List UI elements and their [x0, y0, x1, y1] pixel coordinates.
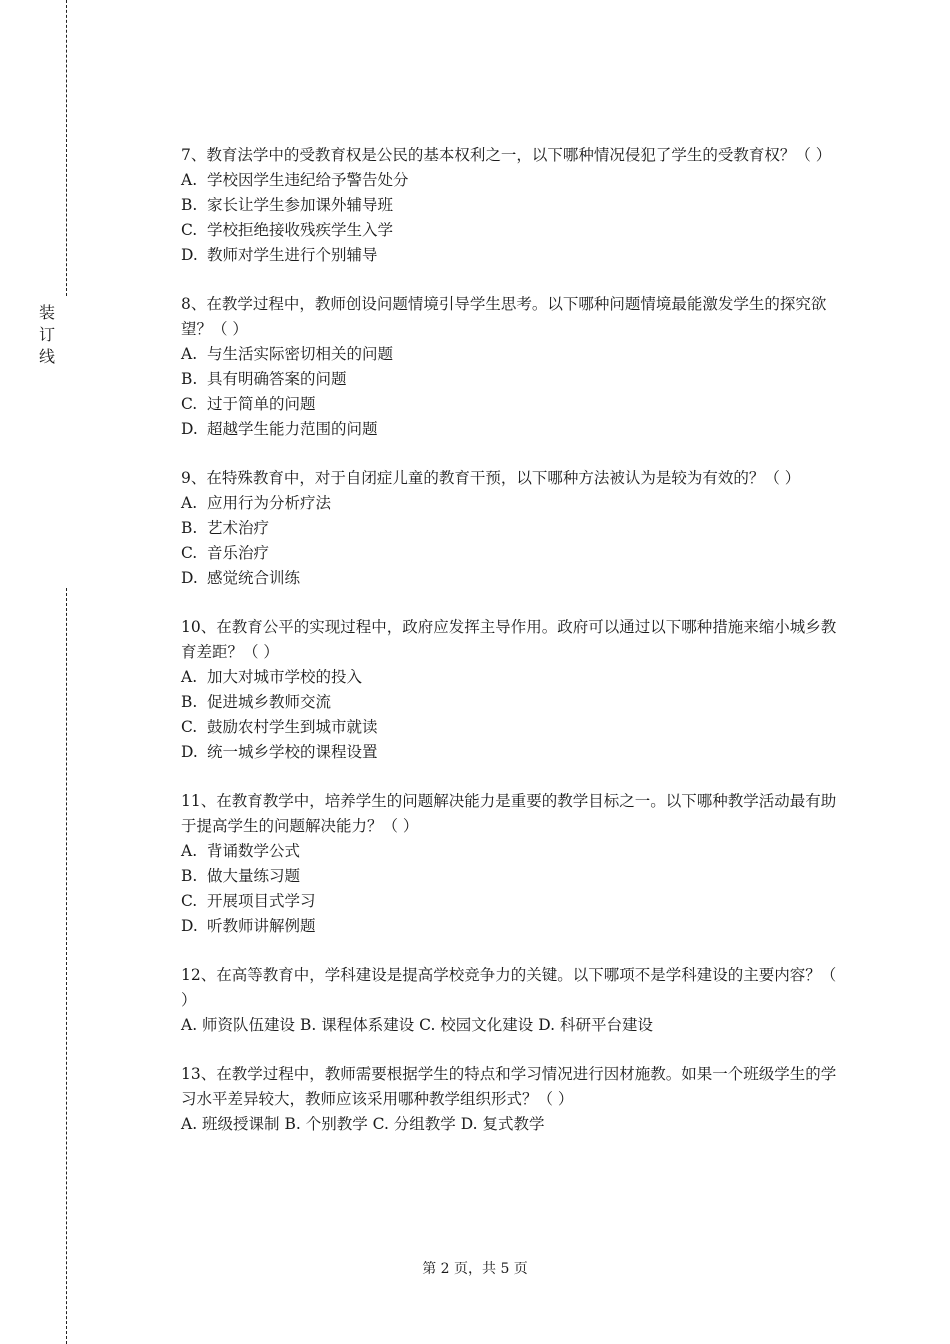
option-letter: D. — [181, 917, 198, 935]
option-text: 加大对城市学校的投入 — [207, 668, 363, 686]
question-stem: 9、在特殊教育中，对于自闭症儿童的教育干预，以下哪种方法被认为是较为有效的？（ ） — [181, 469, 801, 487]
question-8 — [181, 292, 841, 442]
question-stem: 13、在教学过程中，教师需要根据学生的特点和学习情况进行因材施教。如果一个班级学生的学习水平差异较大，教师应该采用哪种教学组织形式？（ ） — [181, 1065, 837, 1108]
option-text: 应用行为分析疗法 — [207, 494, 332, 512]
question-7 — [181, 143, 841, 268]
option-letter: B. — [181, 693, 198, 711]
question-9 — [181, 466, 841, 591]
option-c — [181, 218, 841, 243]
option-letter: B. — [181, 196, 198, 214]
option-text: 音乐治疗 — [207, 544, 270, 562]
page-number-footer: 第 2 页，共 5 页 — [422, 1261, 528, 1277]
binding-char: 订 — [38, 325, 55, 344]
option-text: 背诵数学公式 — [207, 842, 301, 860]
question-11 — [181, 789, 841, 939]
option-a — [181, 342, 841, 367]
question-10 — [181, 615, 841, 765]
option-letter: A. — [181, 171, 198, 189]
option-text: 听教师讲解例题 — [207, 917, 316, 935]
option-text: 促进城乡教师交流 — [207, 693, 332, 711]
option-c — [181, 541, 841, 566]
option-d — [181, 914, 841, 939]
option-c — [181, 392, 841, 417]
question-stem: 11、在教育教学中，培养学生的问题解决能力是重要的教学目标之一。以下哪种教学活动最有助于提高学生的问题解决能力？（ ） — [181, 792, 837, 835]
option-text: 教师对学生进行个别辅导 — [207, 246, 378, 264]
option-letter: A. — [181, 668, 198, 686]
option-a — [181, 839, 841, 864]
option-letter: A. — [181, 345, 198, 363]
option-letter: B. — [181, 370, 198, 388]
option-letter: C. — [181, 221, 198, 239]
option-c — [181, 715, 841, 740]
question-12 — [181, 963, 841, 1038]
option-text: 开展项目式学习 — [207, 892, 316, 910]
question-list — [181, 143, 841, 1161]
option-text: 学校拒绝接收残疾学生入学 — [207, 221, 394, 239]
option-letter: D. — [181, 246, 198, 264]
question-stem: 12、在高等教育中，学科建设是提高学校竞争力的关键。以下哪项不是学科建设的主要内容？（ ） — [181, 966, 837, 1009]
option-letter: C. — [181, 544, 198, 562]
option-c — [181, 889, 841, 914]
binding-dashed-line-top — [66, 0, 67, 296]
binding-char: 线 — [38, 347, 55, 366]
question-stem: 7、教育法学中的受教育权是公民的基本权利之一，以下哪种情况侵犯了学生的受教育权？（ ） — [181, 146, 832, 164]
option-text: 具有明确答案的问题 — [207, 370, 347, 388]
inline-options: A. 师资队伍建设 B. 课程体系建设 C. 校园文化建设 D. 科研平台建设 — [181, 1016, 653, 1034]
option-b — [181, 516, 841, 541]
option-a — [181, 665, 841, 690]
option-letter: C. — [181, 718, 198, 736]
option-a — [181, 168, 841, 193]
binding-label — [37, 302, 57, 368]
option-letter: D. — [181, 743, 198, 761]
option-letter: A. — [181, 842, 198, 860]
option-b — [181, 690, 841, 715]
option-text: 统一城乡学校的课程设置 — [207, 743, 378, 761]
option-letter: B. — [181, 867, 198, 885]
option-text: 超越学生能力范围的问题 — [207, 420, 378, 438]
option-d — [181, 740, 841, 765]
option-text: 鼓励农村学生到城市就读 — [207, 718, 378, 736]
option-letter: D. — [181, 569, 198, 587]
option-letter: C. — [181, 395, 198, 413]
option-b — [181, 864, 841, 889]
option-b — [181, 367, 841, 392]
inline-options: A. 班级授课制 B. 个别教学 C. 分组教学 D. 复式教学 — [181, 1115, 545, 1133]
option-text: 做大量练习题 — [207, 867, 301, 885]
question-stem: 8、在教学过程中，教师创设问题情境引导学生思考。以下哪种问题情境最能激发学生的探究欲望？（ ） — [181, 295, 827, 338]
option-text: 家长让学生参加课外辅导班 — [207, 196, 394, 214]
option-letter: C. — [181, 892, 198, 910]
option-letter: D. — [181, 420, 198, 438]
option-d — [181, 417, 841, 442]
option-letter: A. — [181, 494, 198, 512]
option-letter: B. — [181, 519, 198, 537]
option-d — [181, 243, 841, 268]
option-text: 学校因学生违纪给予警告处分 — [207, 171, 409, 189]
option-text: 感觉统合训练 — [207, 569, 301, 587]
binding-char: 装 — [38, 303, 55, 322]
option-a — [181, 491, 841, 516]
option-text: 与生活实际密切相关的问题 — [207, 345, 394, 363]
option-d — [181, 566, 841, 591]
question-13 — [181, 1062, 841, 1137]
question-stem: 10、在教育公平的实现过程中，政府应发挥主导作用。政府可以通过以下哪种措施来缩小城乡教育差距？（ ） — [181, 618, 837, 661]
option-text: 过于简单的问题 — [207, 395, 316, 413]
option-b — [181, 193, 841, 218]
binding-dashed-line-bottom — [66, 588, 67, 1344]
option-text: 艺术治疗 — [207, 519, 270, 537]
